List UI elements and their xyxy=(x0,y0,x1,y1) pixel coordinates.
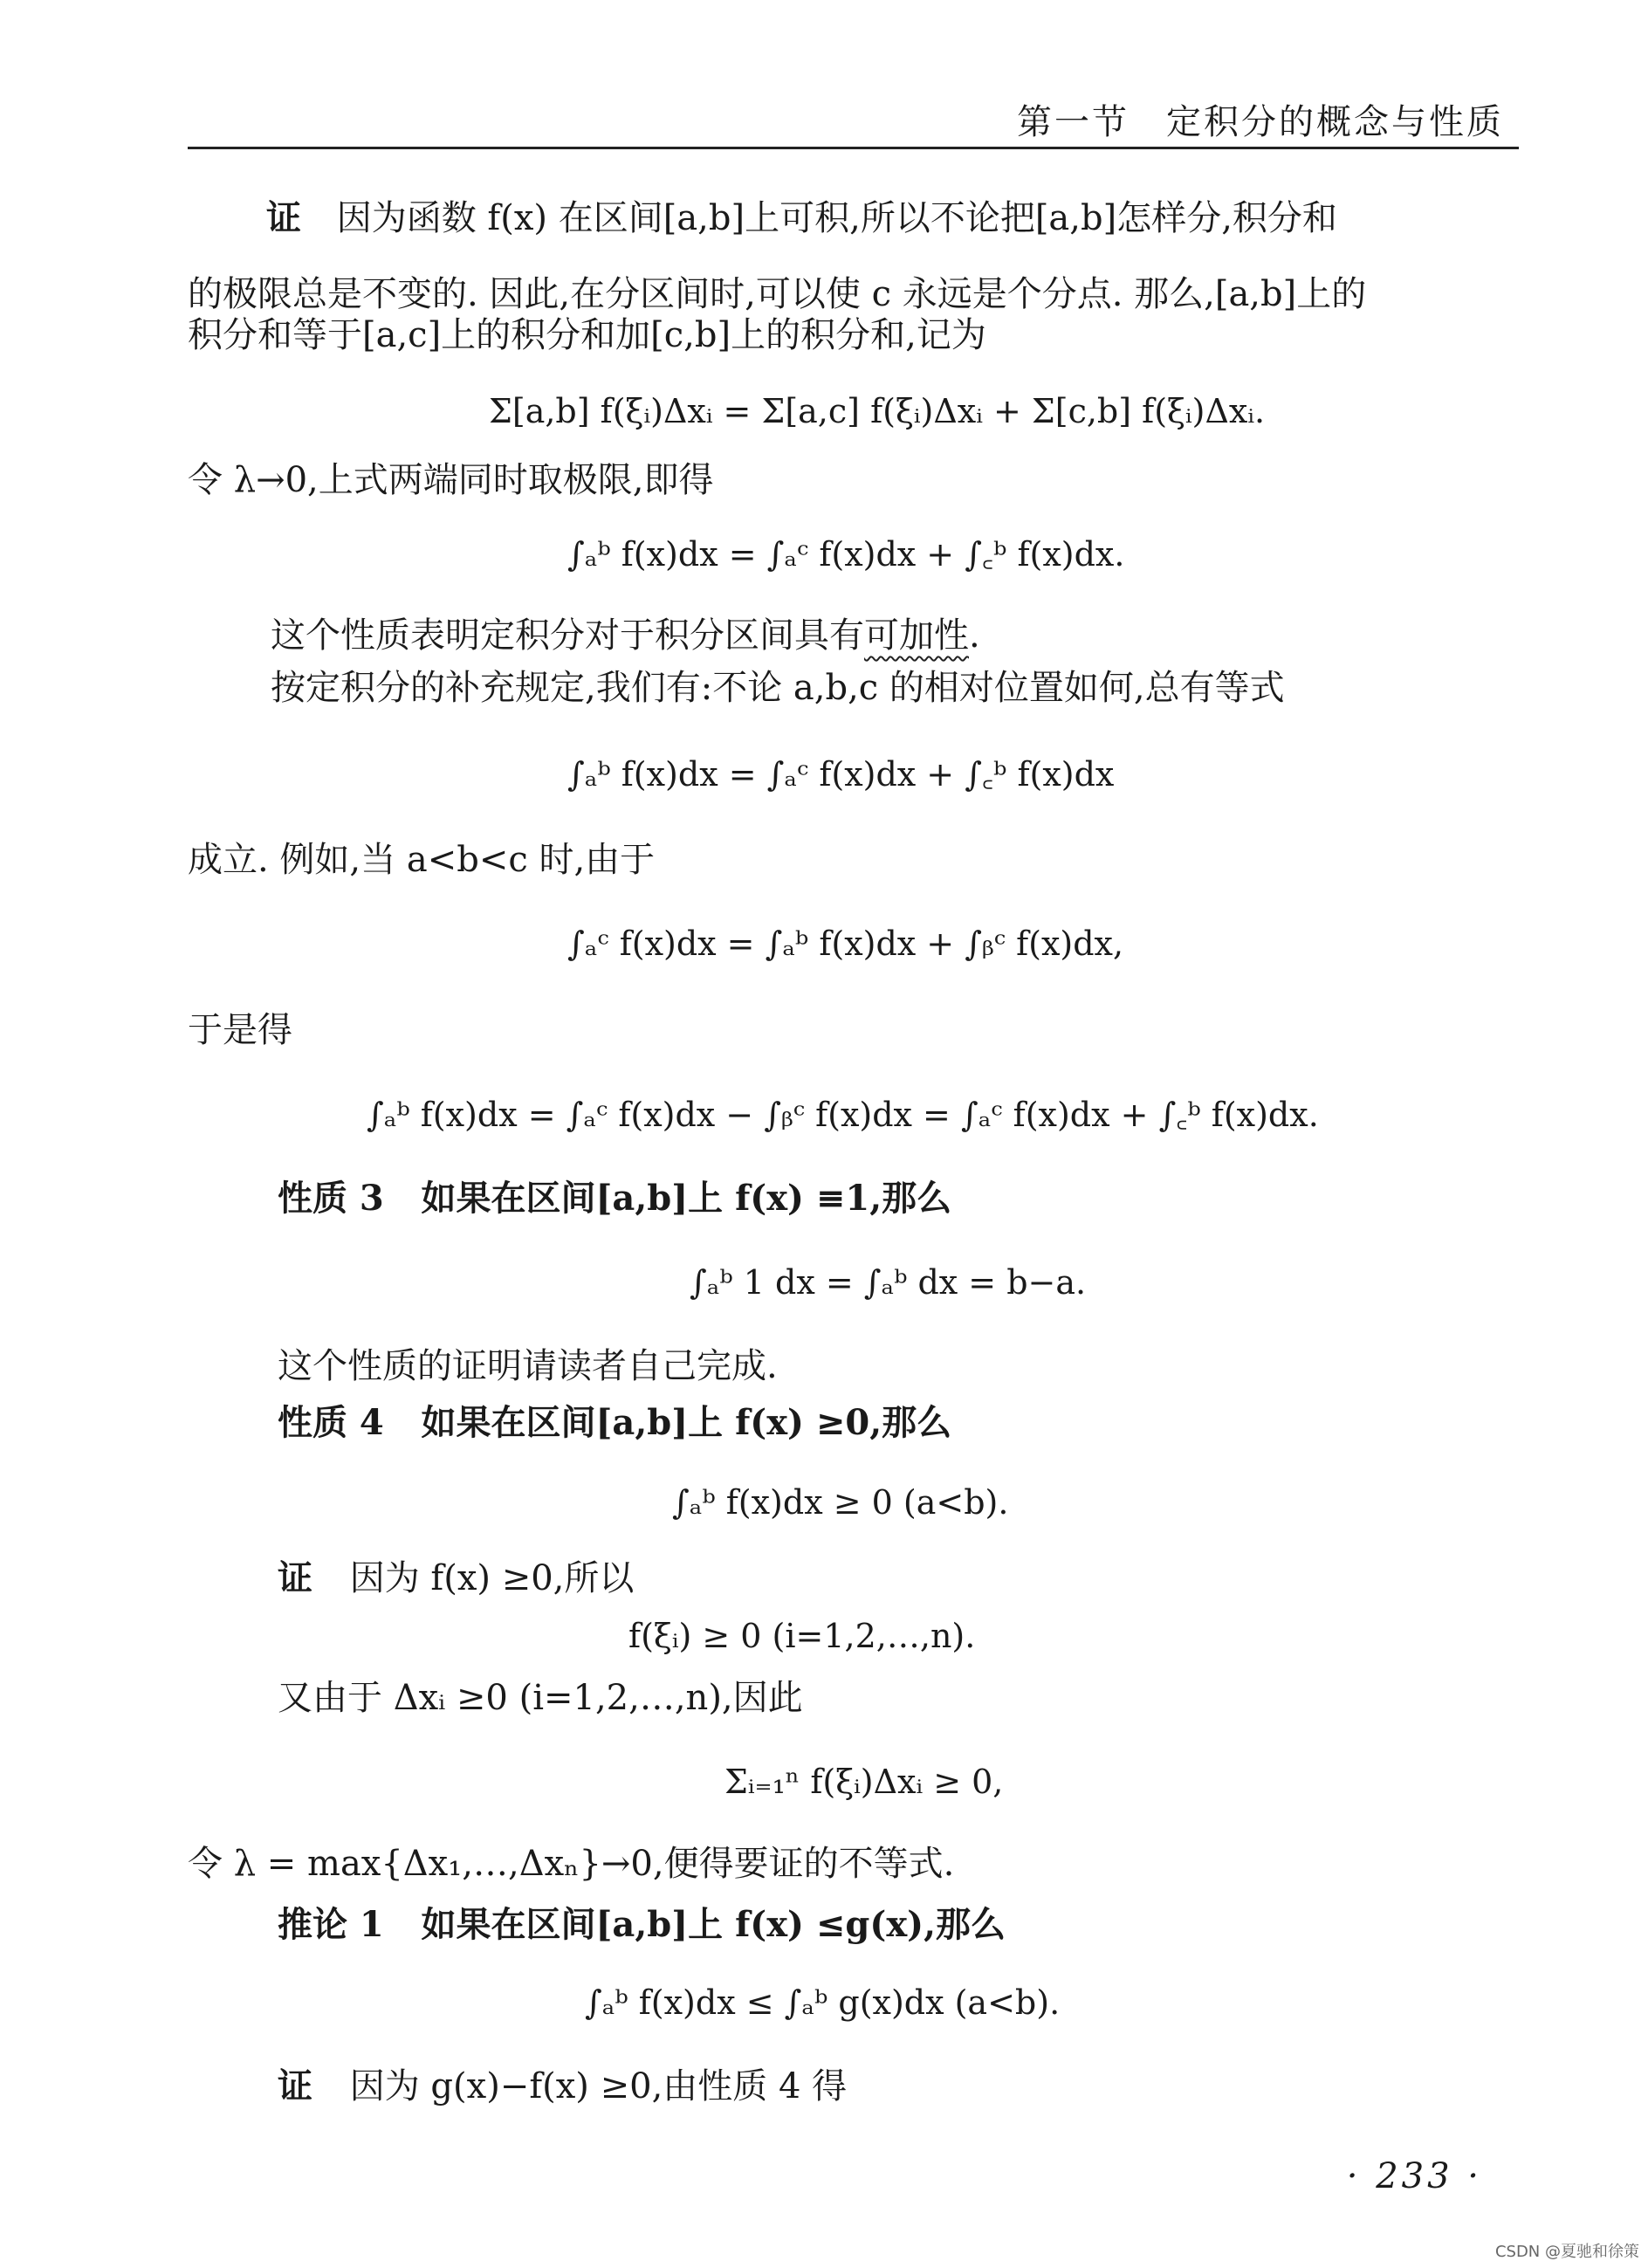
therefore-line: 于是得 xyxy=(188,1010,292,1050)
proof-paragraph-line-2: 的极限总是不变的. 因此,在分区间时,可以使 c 永远是个分点. 那么,[a,b]上的 xyxy=(188,274,1367,314)
example-line: 成立. 例如,当 a<b<c 时,由于 xyxy=(188,840,656,880)
property-4-label: 性质 4 xyxy=(278,1402,384,1443)
equation-general-additivity: ∫ₐᵇ f(x)dx = ∫ₐᶜ f(x)dx + ∫꜀ᵇ f(x)dx xyxy=(567,755,1115,794)
additivity-line xyxy=(271,615,980,656)
proof-paragraph-line-1 xyxy=(266,197,1337,238)
proof-4-label: 证 xyxy=(278,1557,312,1598)
corollary-1-label: 推论 1 xyxy=(278,1904,384,1945)
property-4-line xyxy=(278,1402,952,1443)
proof-label: 证 xyxy=(266,197,301,238)
proof-paragraph-line-3: 积分和等于[a,c]上的积分和加[c,b]上的积分和,记为 xyxy=(188,315,986,355)
proof-4-line xyxy=(278,1557,635,1598)
proof-corollary-1-text: 因为 g(x)−f(x) ≥0,由性质 4 得 xyxy=(349,2066,848,2106)
proof-corollary-1-label: 证 xyxy=(278,2065,312,2106)
equation-additivity: ∫ₐᵇ f(x)dx = ∫ₐᶜ f(x)dx + ∫꜀ᵇ f(x)dx. xyxy=(567,535,1125,574)
equation-property-3: ∫ₐᵇ 1 dx = ∫ₐᵇ dx = b−a. xyxy=(690,1263,1087,1302)
additivity-prefix: 这个性质表明定积分对于积分区间具有 xyxy=(271,615,864,656)
proof-4-text: 因为 f(x) ≥0,所以 xyxy=(349,1558,635,1598)
additivity-term: 可加性 xyxy=(864,615,969,656)
max-lambda-line: 令 λ = max{Δx₁,…,Δxₙ}→0,便得要证的不等式. xyxy=(188,1844,955,1884)
header-rule xyxy=(188,147,1519,149)
proof-corollary-1-line xyxy=(278,2065,848,2106)
proof-text-1: 因为函数 f(x) 在区间[a,b]上可积,所以不论把[a,b]怎样分,积分和 xyxy=(336,198,1337,238)
property-4-text: 如果在区间[a,b]上 f(x) ≥0,那么 xyxy=(421,1402,952,1443)
equation-sum-nonneg: Σᵢ₌₁ⁿ f(ξᵢ)Δxᵢ ≥ 0, xyxy=(724,1763,1004,1801)
header-text xyxy=(1017,94,1504,144)
watermark: CSDN @夏驰和徐策 xyxy=(1494,2243,1639,2261)
equation-corollary-1: ∫ₐᵇ f(x)dx ≤ ∫ₐᵇ g(x)dx (a<b). xyxy=(585,1983,1061,2022)
page-number: · 233 · xyxy=(1346,2156,1482,2196)
corollary-1-text: 如果在区间[a,b]上 f(x) ≤g(x),那么 xyxy=(421,1904,1006,1945)
delta-x-line: 又由于 Δxᵢ ≥0 (i=1,2,…,n),因此 xyxy=(278,1678,803,1718)
corollary-1-line xyxy=(278,1904,1006,1945)
property-3-label: 性质 3 xyxy=(278,1178,384,1219)
equation-derivation: ∫ₐᵇ f(x)dx = ∫ₐᶜ f(x)dx − ∫ᵦᶜ f(x)dx = ∫ₐᶜ f(x)dx + ∫꜀ᵇ f(x)dx. xyxy=(367,1096,1319,1134)
property-3-text: 如果在区间[a,b]上 f(x) ≡1,那么 xyxy=(421,1178,952,1219)
equation-example-a-b-c: ∫ₐᶜ f(x)dx = ∫ₐᵇ f(x)dx + ∫ᵦᶜ f(x)dx, xyxy=(567,924,1124,963)
property-3-note: 这个性质的证明请读者自己完成. xyxy=(278,1346,778,1386)
header-title: 定积分的概念与性质 xyxy=(1166,102,1504,142)
lambda-limit-line: 令 λ→0,上式两端同时取极限,即得 xyxy=(188,460,714,500)
equation-f-xi-nonneg: f(ξᵢ) ≥ 0 (i=1,2,…,n). xyxy=(628,1617,976,1655)
equation-property-4: ∫ₐᵇ f(x)dx ≥ 0 (a<b). xyxy=(672,1483,1009,1522)
equation-riemann-sum-split: Σ[a,b] f(ξᵢ)Δxᵢ = Σ[a,c] f(ξᵢ)Δxᵢ + Σ[c,b] f(ξᵢ)Δxᵢ. xyxy=(489,392,1266,430)
additivity-suffix: . xyxy=(969,615,980,656)
header-section: 第一节 xyxy=(1017,102,1130,142)
property-3-line xyxy=(278,1178,952,1219)
supplementary-rule-line: 按定积分的补充规定,我们有:不论 a,b,c 的相对位置如何,总有等式 xyxy=(271,668,1285,708)
